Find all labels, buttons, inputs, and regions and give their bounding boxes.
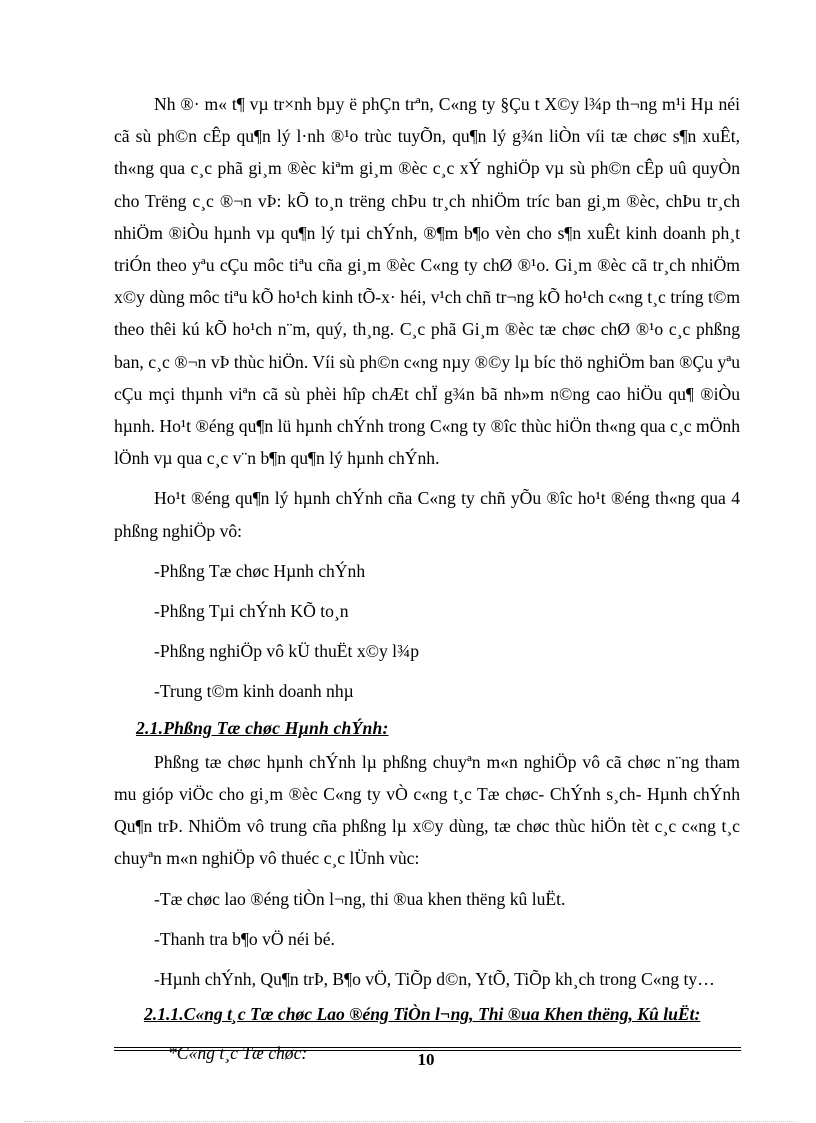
- intro-paragraph: Nh ®· m« t¶ vµ tr×nh bµy ë phÇn trªn, C«ng ty §Çu t X©y l¾p th¬ng m¹i Hµ néi cã sù ph©n cÊp qu¶n lý l·nh ®¹o trùc tuyÕn, qu¶n lý g¾n liÒn víi tæ chøc s¶n xuÊt, th«ng qua c¸c phã gi¸m ®èc kiªm gi¸m ®èc c¸c xÝ nghiÖp vµ sù ph©n cÊp uû quyÒn cho Trëng c¸c ®¬n vÞ: kÕ to¸n trëng chÞu tr¸ch nhiÖm tríc ban gi¸m ®èc, chÞu tr¸ch nhiÖm ®iÒu hµnh vµ qu¶n lý tµi chÝnh, ®¶m b¶o vèn cho s¶n xuÊt kinh doanh ph¸t triÓn theo yªu cÇu môc tiªu cña gi¸m ®èc C«ng ty chØ ®¹o. Gi¸m ®èc cã tr¸ch nhiÖm x©y dùng môc tiªu kÕ ho¹ch kinh tÕ-x· héi, v¹ch chñ tr¬ng kÕ ho¹ch c«ng t¸c tríng t©m theo thêi kú kÕ ho¹ch n¨m, quý, th¸ng. C¸c phã Gi¸m ®èc tæ chøc chØ ®¹o c¸c phßng ban, c¸c ®¬n vÞ thùc hiÖn. Víi sù ph©n c«ng nµy ®©y lµ bíc thö nghiÖm ban ®Çu yªu cÇu mçi thµnh viªn cã sù phèi hîp chÆt chÏ g¾n bã nh»m n©ng cao hiÖu qu¶ ®iÒu hµnh. Ho¹t ®éng qu¶n lü hµnh chÝnh trong C«ng ty ®îc thùc hiÖn th«ng qua c¸c mÖnh lÖnh vµ qua c¸c v¨n b¶n qu¶n lý hµnh chÝnh.: [114, 94, 740, 469]
- subsection-heading: 2.1.1.C«ng t¸c Tæ chøc Lao ®éng TiÒn l¬ng, Thi ®ua Khen thëng, Kû luËt:: [144, 1004, 701, 1025]
- footer-rule: [114, 1047, 741, 1048]
- section-heading: 2.1.Phßng Tæ chøc Hµnh chÝnh:: [136, 717, 389, 738]
- department-item: -Phßng nghiÖp vô kÜ thuËt x©y l¾p: [154, 641, 420, 662]
- department-item: -Trung t©m kinh doanh nhµ: [154, 681, 354, 702]
- page-bottom-border: [24, 1121, 794, 1122]
- duty-item: -Hµnh chÝnh, Qu¶n trÞ, B¶o vÖ, TiÕp d©n, YtÕ, TiÕp kh¸ch trong C«ng ty…: [154, 969, 715, 990]
- subsection-subheading: *C«ng t¸c Tæ chøc:: [168, 1043, 308, 1064]
- department-item: -Phßng Tµi chÝnh KÕ to¸n: [154, 601, 349, 622]
- page-number: 10: [417, 1050, 435, 1069]
- duty-item: -Thanh tra b¶o vÖ néi bé.: [154, 928, 335, 949]
- duty-list: [114, 883, 740, 996]
- department-item: -Phßng Tæ chøc Hµnh chÝnh: [154, 560, 366, 581]
- section-paragraph: Phßng tæ chøc hµnh chÝnh lµ phßng chuyªn m«n nghiÖp vô cã chøc n¨ng tham mu gióp viÖc cho gi¸m ®èc C«ng ty vÒ c«ng t¸c Tæ chøc- ChÝnh s¸ch- Hµnh chÝnh Qu¶n trÞ. NhiÖm vô trung cña phßng lµ x©y dùng, tæ chøc thùc hiÖn tèt c¸c c«ng t¸c chuyªn m«n nghiÖp vô thuéc c¸c lÜnh vùc:: [114, 751, 740, 869]
- page-content: [114, 88, 740, 1069]
- activities-paragraph: Ho¹t ®éng qu¶n lý hµnh chÝnh cña C«ng ty chñ yÕu ®îc ho¹t ®éng th«ng qua 4 phßng nghiÖp vô:: [114, 488, 740, 541]
- duty-item: -Tæ chøc lao ®éng tiÒn l¬ng, thi ®ua khen thëng kû luËt.: [154, 888, 566, 909]
- department-list: [114, 555, 740, 708]
